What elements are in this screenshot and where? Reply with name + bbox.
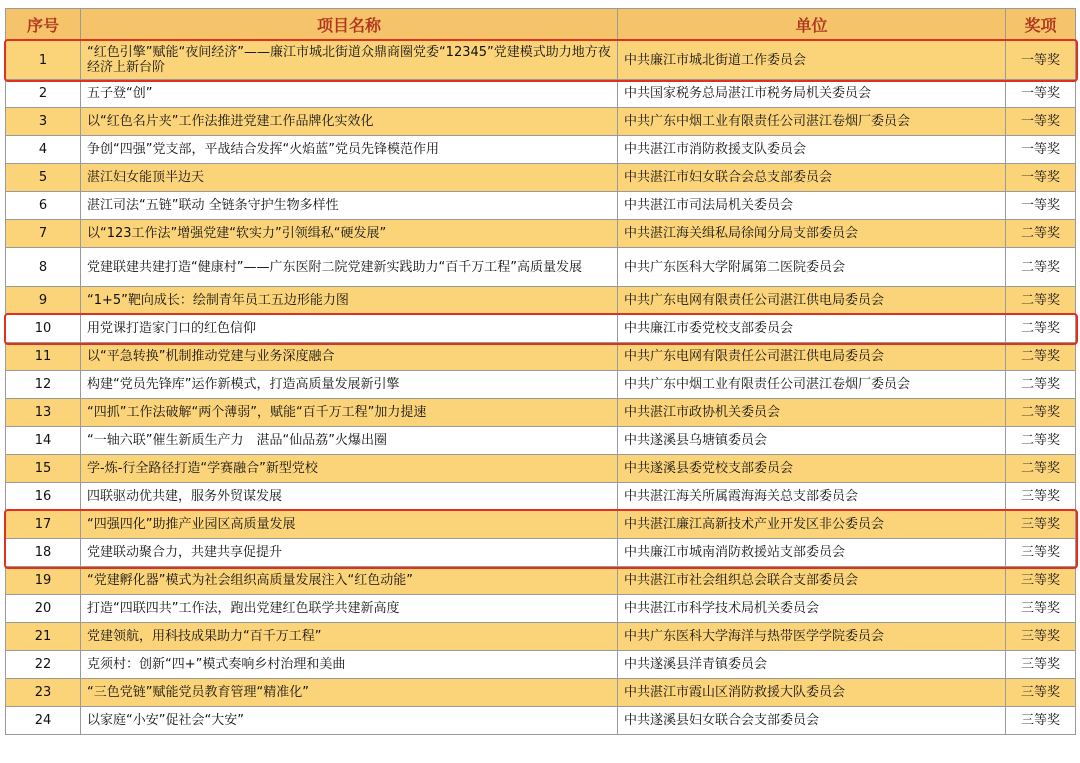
award-table — [5, 8, 1076, 735]
cell-name: “四抓”工作法破解“两个薄弱”，赋能“百千万工程”加力提速 — [81, 399, 618, 427]
cell-award: 二等奖 — [1006, 287, 1076, 315]
cell-name: 争创“四强”党支部，平战结合发挥“火焰蓝”党员先锋模范作用 — [81, 136, 618, 164]
cell-name: 以“平急转换”机制推动党建与业务深度融合 — [81, 343, 618, 371]
table-body — [6, 41, 1076, 735]
cell-no: 22 — [6, 651, 81, 679]
cell-award: 一等奖 — [1006, 192, 1076, 220]
cell-no: 6 — [6, 192, 81, 220]
cell-unit: 中共广东医科大学附属第二医院委员会 — [618, 248, 1006, 287]
table-row — [6, 343, 1076, 371]
table-row — [6, 80, 1076, 108]
cell-award: 三等奖 — [1006, 595, 1076, 623]
cell-no: 15 — [6, 455, 81, 483]
cell-unit: 中共遂溪县洋青镇委员会 — [618, 651, 1006, 679]
cell-no: 1 — [6, 41, 81, 80]
table-row — [6, 483, 1076, 511]
cell-name: 以“红色名片夹”工作法推进党建工作品牌化实效化 — [81, 108, 618, 136]
table-row — [6, 567, 1076, 595]
header-no: 序号 — [6, 9, 81, 41]
cell-name: 党建联建共建打造“健康村”——广东医附二院党建新实践助力“百千万工程”高质量发展 — [81, 248, 618, 287]
table-row — [6, 41, 1076, 80]
cell-no: 18 — [6, 539, 81, 567]
cell-name: 打造“四联四共”工作法，跑出党建红色联学共建新高度 — [81, 595, 618, 623]
cell-award: 三等奖 — [1006, 567, 1076, 595]
table-row — [6, 136, 1076, 164]
table-row — [6, 315, 1076, 343]
cell-unit: 中共湛江市霞山区消防救援大队委员会 — [618, 679, 1006, 707]
cell-award: 二等奖 — [1006, 343, 1076, 371]
cell-name: 湛江司法“五链”联动 全链条守护生物多样性 — [81, 192, 618, 220]
cell-no: 12 — [6, 371, 81, 399]
cell-unit: 中共廉江市委党校支部委员会 — [618, 315, 1006, 343]
cell-award: 三等奖 — [1006, 623, 1076, 651]
cell-no: 23 — [6, 679, 81, 707]
cell-name: “党建孵化器”模式为社会组织高质量发展注入“红色动能” — [81, 567, 618, 595]
table-row — [6, 220, 1076, 248]
cell-unit: 中共湛江市社会组织总会联合支部委员会 — [618, 567, 1006, 595]
cell-award: 二等奖 — [1006, 427, 1076, 455]
cell-name: “四强四化”助推产业园区高质量发展 — [81, 511, 618, 539]
header-award: 奖项 — [1006, 9, 1076, 41]
cell-award: 二等奖 — [1006, 455, 1076, 483]
cell-award: 二等奖 — [1006, 371, 1076, 399]
cell-unit: 中共遂溪县乌塘镇委员会 — [618, 427, 1006, 455]
table-row — [6, 511, 1076, 539]
table-row — [6, 287, 1076, 315]
cell-name: 五子登“创” — [81, 80, 618, 108]
table-row — [6, 651, 1076, 679]
cell-unit: 中共湛江市科学技术局机关委员会 — [618, 595, 1006, 623]
cell-name: “红色引擎”赋能“夜间经济”——廉江市城北街道众鼎商圈党委“12345”党建模式助力地方夜经济上新台阶 — [81, 41, 618, 80]
cell-award: 一等奖 — [1006, 41, 1076, 80]
table-row — [6, 679, 1076, 707]
cell-unit: 中共遂溪县妇女联合会支部委员会 — [618, 707, 1006, 735]
cell-name: 以“123工作法”增强党建“软实力”引领缉私“硬发展” — [81, 220, 618, 248]
cell-no: 19 — [6, 567, 81, 595]
cell-no: 11 — [6, 343, 81, 371]
cell-award: 三等奖 — [1006, 511, 1076, 539]
table-row — [6, 623, 1076, 651]
table-row — [6, 399, 1076, 427]
table-row — [6, 108, 1076, 136]
cell-no: 4 — [6, 136, 81, 164]
cell-unit: 中共湛江市妇女联合会总支部委员会 — [618, 164, 1006, 192]
table-row — [6, 595, 1076, 623]
table-row — [6, 455, 1076, 483]
cell-award: 三等奖 — [1006, 679, 1076, 707]
cell-unit: 中共广东电网有限责任公司湛江供电局委员会 — [618, 287, 1006, 315]
cell-unit: 中共遂溪县委党校支部委员会 — [618, 455, 1006, 483]
cell-no: 14 — [6, 427, 81, 455]
cell-name: 克须村：创新“四+”模式奏响乡村治理和美曲 — [81, 651, 618, 679]
cell-award: 二等奖 — [1006, 220, 1076, 248]
cell-award: 二等奖 — [1006, 315, 1076, 343]
cell-award: 三等奖 — [1006, 539, 1076, 567]
cell-no: 24 — [6, 707, 81, 735]
table-row — [6, 192, 1076, 220]
cell-no: 16 — [6, 483, 81, 511]
cell-no: 21 — [6, 623, 81, 651]
cell-award: 二等奖 — [1006, 399, 1076, 427]
cell-unit: 中共广东电网有限责任公司湛江供电局委员会 — [618, 343, 1006, 371]
cell-award: 一等奖 — [1006, 80, 1076, 108]
table-row — [6, 427, 1076, 455]
cell-unit: 中共广东中烟工业有限责任公司湛江卷烟厂委员会 — [618, 371, 1006, 399]
cell-unit: 中共廉江市城南消防救援站支部委员会 — [618, 539, 1006, 567]
cell-award: 二等奖 — [1006, 248, 1076, 287]
cell-no: 20 — [6, 595, 81, 623]
cell-award: 一等奖 — [1006, 136, 1076, 164]
cell-name: 用党课打造家门口的红色信仰 — [81, 315, 618, 343]
table-row — [6, 707, 1076, 735]
cell-unit: 中共国家税务总局湛江市税务局机关委员会 — [618, 80, 1006, 108]
cell-no: 17 — [6, 511, 81, 539]
cell-award: 一等奖 — [1006, 108, 1076, 136]
award-table-container — [5, 8, 1075, 735]
cell-award: 三等奖 — [1006, 483, 1076, 511]
cell-name: 四联驱动优共建，服务外贸谋发展 — [81, 483, 618, 511]
cell-award: 三等奖 — [1006, 707, 1076, 735]
cell-unit: 中共湛江海关缉私局徐闻分局支部委员会 — [618, 220, 1006, 248]
cell-name: “一轴六联”催生新质生产力 湛品“仙品荔”火爆出圈 — [81, 427, 618, 455]
cell-no: 2 — [6, 80, 81, 108]
header-name: 项目名称 — [81, 9, 618, 41]
cell-no: 8 — [6, 248, 81, 287]
cell-name: “三色党链”赋能党员教育管理“精准化” — [81, 679, 618, 707]
cell-award: 三等奖 — [1006, 651, 1076, 679]
cell-unit: 中共湛江市政协机关委员会 — [618, 399, 1006, 427]
cell-no: 10 — [6, 315, 81, 343]
cell-award: 一等奖 — [1006, 164, 1076, 192]
cell-no: 9 — [6, 287, 81, 315]
table-row — [6, 371, 1076, 399]
table-row — [6, 539, 1076, 567]
cell-unit: 中共湛江海关所属霞海海关总支部委员会 — [618, 483, 1006, 511]
cell-name: 构建“党员先锋库”运作新模式，打造高质量发展新引擎 — [81, 371, 618, 399]
cell-no: 3 — [6, 108, 81, 136]
cell-no: 7 — [6, 220, 81, 248]
cell-unit: 中共廉江市城北街道工作委员会 — [618, 41, 1006, 80]
cell-name: 以家庭“小安”促社会“大安” — [81, 707, 618, 735]
header-unit: 单位 — [618, 9, 1006, 41]
cell-name: 学-炼-行全路径打造“学赛融合”新型党校 — [81, 455, 618, 483]
table-row — [6, 164, 1076, 192]
cell-unit: 中共湛江廉江高新技术产业开发区非公委员会 — [618, 511, 1006, 539]
cell-no: 13 — [6, 399, 81, 427]
cell-name: 湛江妇女能顶半边天 — [81, 164, 618, 192]
cell-unit: 中共广东医科大学海洋与热带医学学院委员会 — [618, 623, 1006, 651]
cell-no: 5 — [6, 164, 81, 192]
table-row — [6, 248, 1076, 287]
table-header-row — [6, 9, 1076, 41]
cell-name: “1+5”靶向成长：绘制青年员工五边形能力图 — [81, 287, 618, 315]
cell-unit: 中共湛江市消防救援支队委员会 — [618, 136, 1006, 164]
cell-name: 党建联动聚合力，共建共享促提升 — [81, 539, 618, 567]
cell-unit: 中共湛江市司法局机关委员会 — [618, 192, 1006, 220]
cell-name: 党建领航，用科技成果助力“百千万工程” — [81, 623, 618, 651]
cell-unit: 中共广东中烟工业有限责任公司湛江卷烟厂委员会 — [618, 108, 1006, 136]
